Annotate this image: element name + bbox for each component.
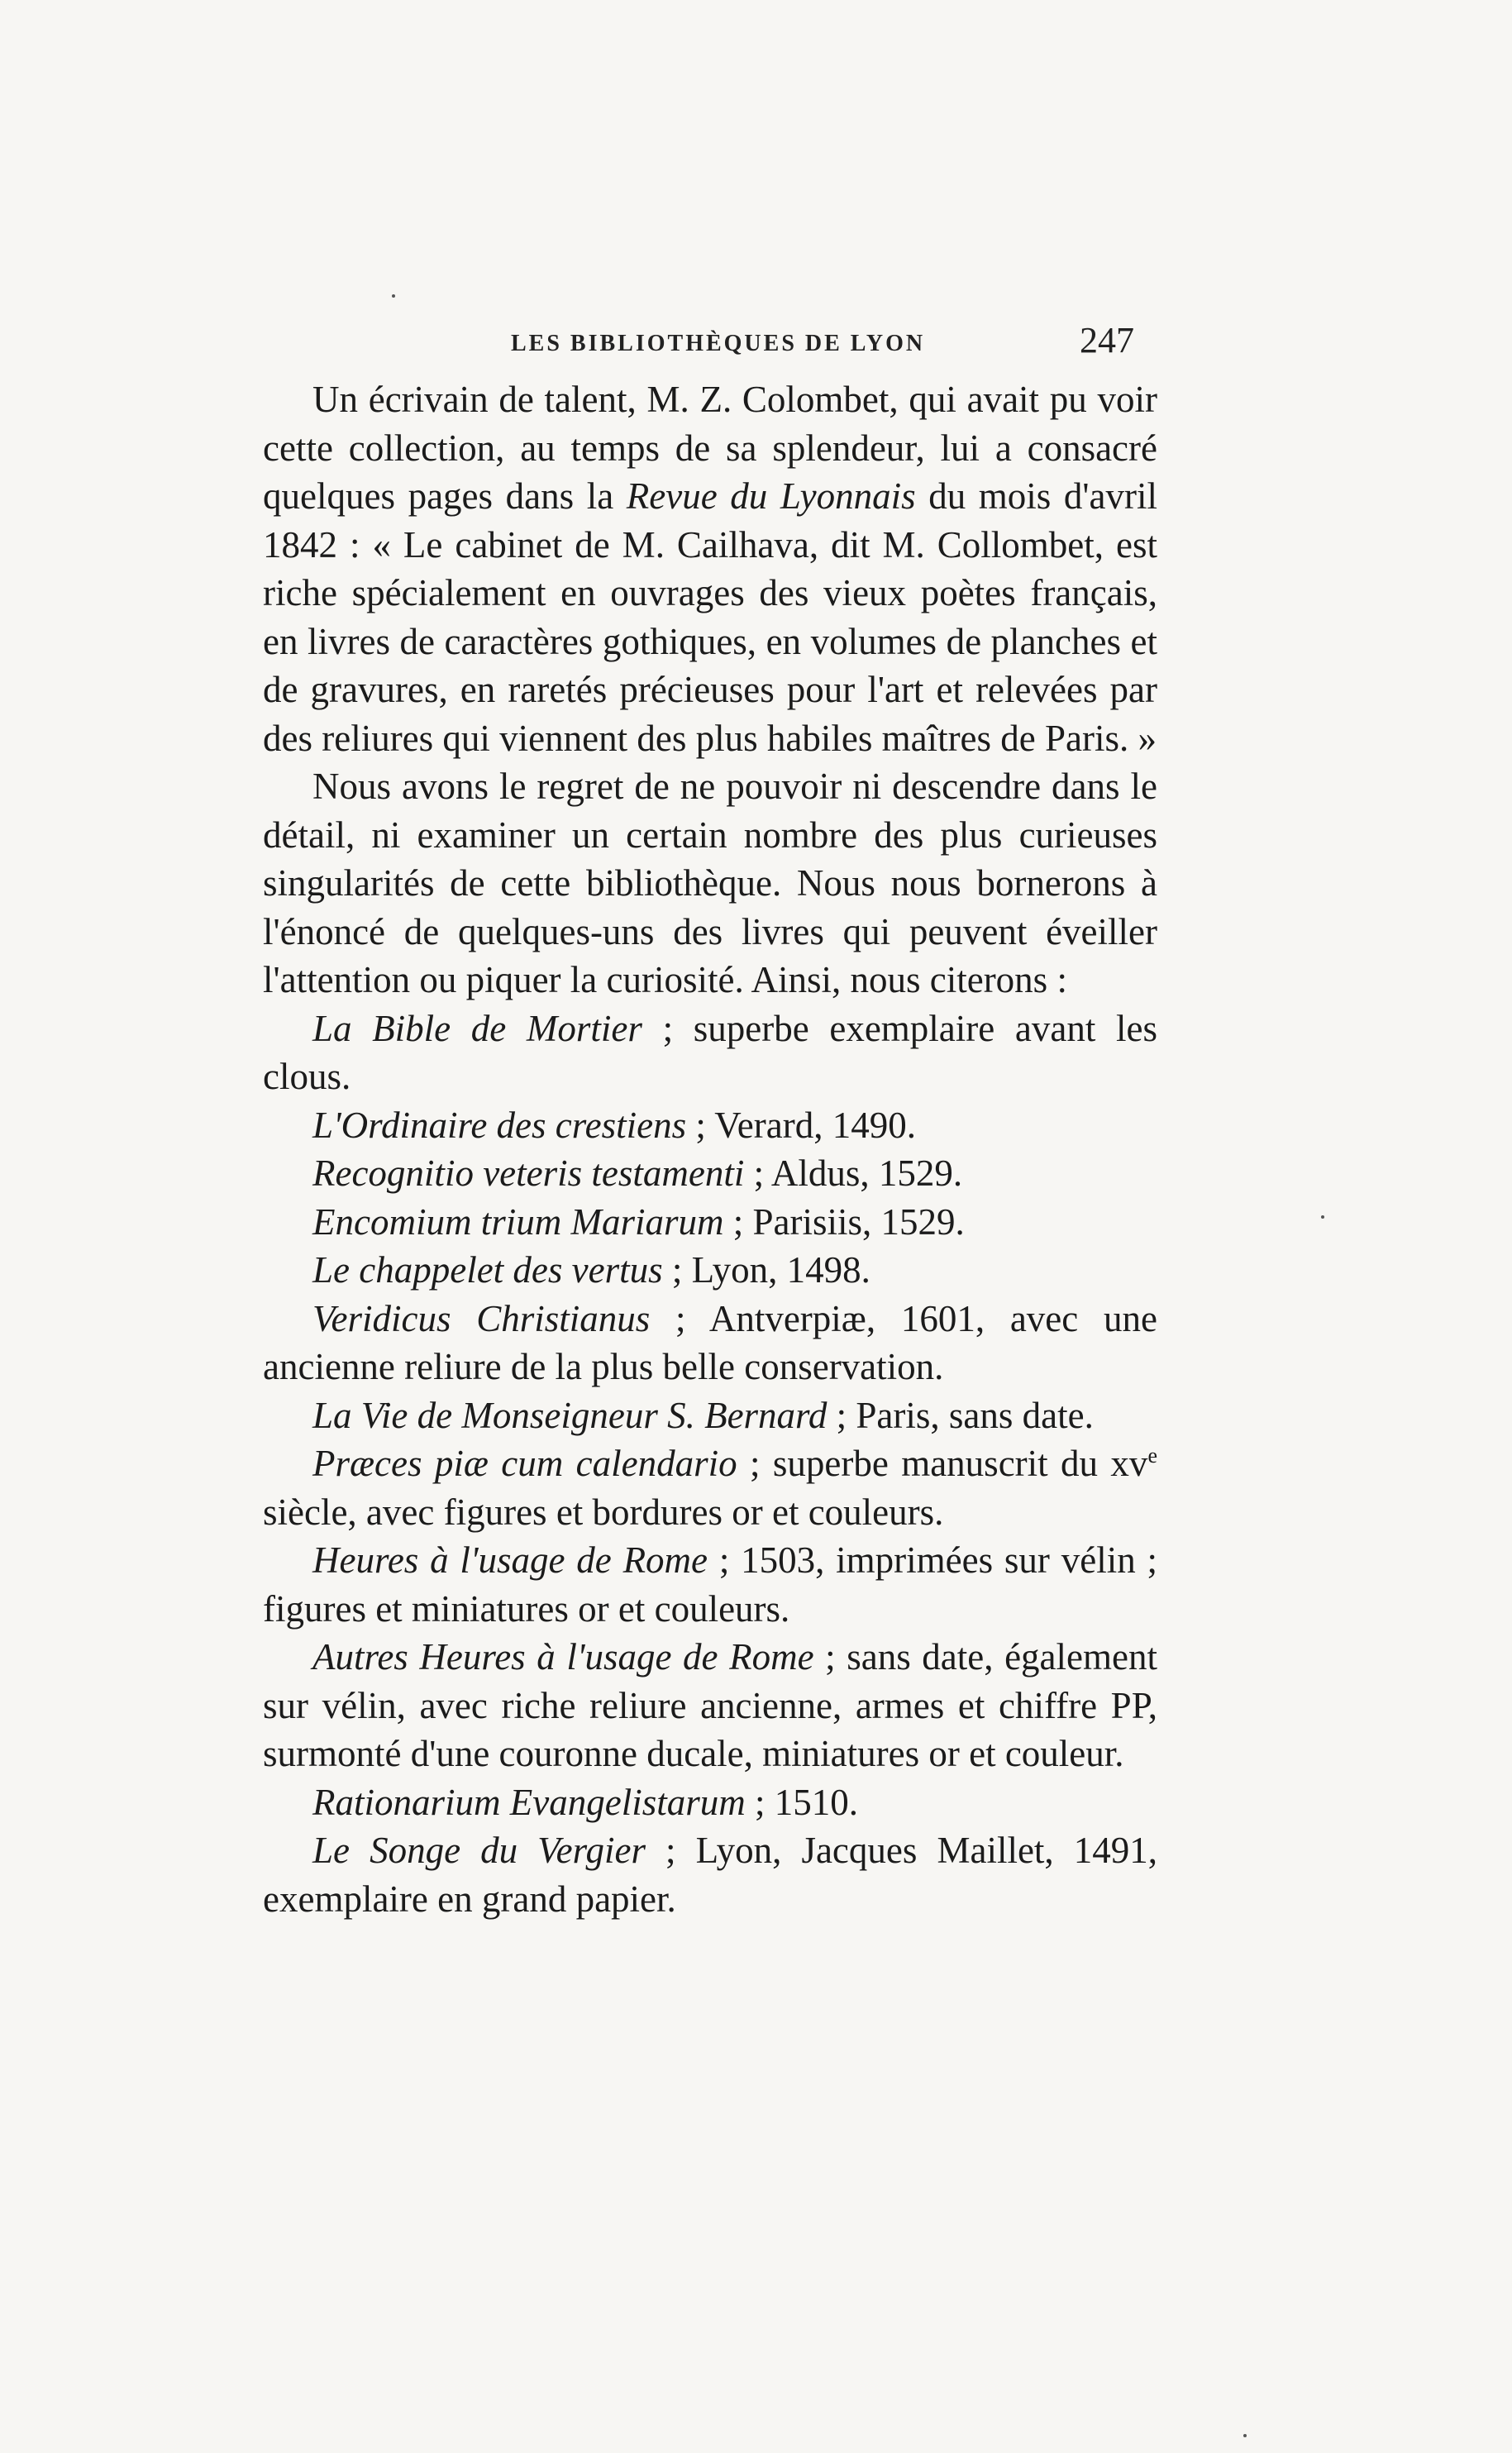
body-text <box>263 375 1157 1923</box>
book-details: ; Antverpiæ, 1601, avec une ancienne reliure de la plus belle conservation. <box>263 1297 1157 1387</box>
book-details: ; 1510. <box>745 1781 858 1823</box>
book-title: L'Ordinaire des crestiens <box>312 1104 687 1146</box>
book-details-continued: siècle, avec figures et bordures or et couleurs. <box>263 1491 944 1533</box>
book-details: ; superbe manuscrit du xv <box>737 1443 1148 1484</box>
book-details: ; superbe exemplaire avant les clous. <box>263 1007 1157 1097</box>
book-title: Encomium trium Mariarum <box>312 1200 724 1243</box>
book-entry <box>263 1778 1157 1827</box>
paragraph-1-rest: du mois d'avril 1842 : « Le cabinet de M. Cailhava, dit M. Collombet, est riche spécialement en ouvrages des vieux poètes français, en livres de caractères gothiques, en volumes de planches et de gravures, en raretés précieuses pour l'art et relevées par des reliures qui viennent des plus habiles maîtres de Paris. » <box>263 475 1157 759</box>
book-title: Veridicus Christianus <box>312 1297 651 1339</box>
book-details: ; Parisiis, 1529. <box>723 1200 965 1243</box>
journal-title: Revue du Lyonnais <box>626 475 916 517</box>
running-head <box>488 319 1141 369</box>
book-details: ; Lyon, 1498. <box>662 1249 870 1291</box>
book-title: Rationarium Evangelistarum <box>312 1781 746 1823</box>
paper-speck <box>1321 1215 1324 1219</box>
book-title: Autres Heures à l'usage de Rome <box>312 1636 814 1677</box>
book-entry <box>263 1198 1157 1247</box>
book-entry <box>263 1149 1157 1198</box>
book-entry <box>263 1295 1157 1391</box>
book-details: ; 1503, imprimées sur vélin ; figures et miniatures or et couleurs. <box>263 1539 1157 1630</box>
century-superscript: e <box>1147 1444 1157 1468</box>
book-title: Præces piæ cum calendario <box>312 1443 737 1484</box>
paper-speck <box>392 294 395 298</box>
book-title: La Vie de Monseigneur S. Bernard <box>312 1394 828 1436</box>
book-entry <box>263 1391 1157 1440</box>
page-number: 247 <box>1080 320 1134 360</box>
book-details: ; Paris, sans date. <box>827 1394 1094 1436</box>
book-entry <box>263 1101 1157 1150</box>
paragraph-1 <box>263 375 1157 762</box>
book-entry <box>263 1005 1157 1101</box>
paragraph-1-text: Un écrivain de talent, M. Z. Colombet, qui avait pu voir cette collection, au temps de sa splendeur, lui a consacré quelques pages dans la <box>263 379 1157 517</box>
paragraph-2: Nous avons le regret de ne pouvoir ni descendre dans le détail, ni examiner un certain nombre des plus curieuses singularités de cette bibliothèque. Nous nous bornerons à l'énoncé de quelques-uns des livres qui peuvent éveiller l'attention ou piquer la curiosité. Ainsi, nous citerons : <box>263 766 1157 1000</box>
book-entry <box>263 1536 1157 1633</box>
book-entry <box>263 1439 1157 1536</box>
book-title: Heures à l'usage de Rome <box>312 1539 708 1581</box>
book-details: ; Verard, 1490. <box>686 1104 916 1146</box>
book-entry <box>263 1826 1157 1923</box>
book-title: La Bible de Mortier <box>312 1007 642 1049</box>
book-entry <box>263 1633 1157 1778</box>
book-title: Le chappelet des vertus <box>312 1249 663 1291</box>
book-title: Le Songe du Vergier <box>312 1830 646 1871</box>
book-details: ; Lyon, Jacques Maillet, 1491, exemplaire en grand papier. <box>263 1830 1157 1920</box>
paper-speck <box>1243 2434 1247 2437</box>
book-title: Recognitio veteris testamenti <box>312 1153 745 1194</box>
book-entry <box>263 1246 1157 1295</box>
book-details: ; sans date, également sur vélin, avec riche reliure ancienne, armes et chiffre PP, surmonté d'une couronne ducale, miniatures or et couleur. <box>263 1636 1157 1774</box>
running-title: LES BIBLIOTHÈQUES DE LYON <box>511 331 926 356</box>
book-details: ; Aldus, 1529. <box>744 1153 963 1194</box>
